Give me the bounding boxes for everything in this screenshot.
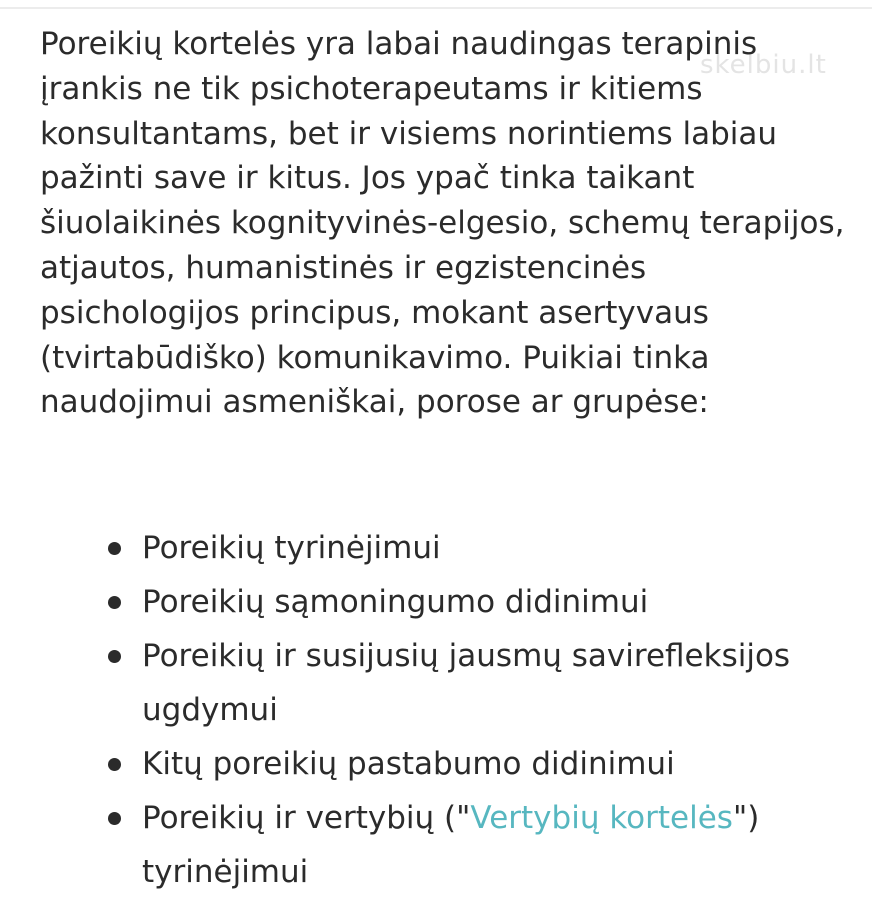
list-item-text: Poreikių ir susijusių jausmų savirefleksijos ugdymui (142, 638, 791, 728)
list-item (100, 791, 840, 899)
list-item-text: Poreikių tyrinėjimui (142, 530, 441, 566)
list-item (100, 629, 840, 737)
list-item-text-before-link: Poreikių ir vertybių (" (142, 800, 471, 836)
list-item (100, 521, 840, 575)
bullet-icon (108, 650, 121, 663)
vertybiu-korteles-link[interactable]: Vertybių kortelės (470, 800, 733, 836)
uses-list (100, 521, 840, 899)
watermark: skelbiu.lt (700, 50, 827, 80)
bullet-icon (108, 758, 121, 771)
list-item-text: Kitų poreikių pastabumo didinimui (142, 746, 675, 782)
list-item-text: Poreikių sąmoningumo didinimui (142, 584, 649, 620)
bullet-icon (108, 812, 121, 825)
top-divider (0, 7, 872, 9)
bullet-icon (108, 542, 121, 555)
list-item (100, 737, 840, 791)
bullet-icon (108, 596, 121, 609)
intro-paragraph: Poreikių kortelės yra labai naudingas terapinis įrankis ne tik psichoterapeutams ir kitiems konsultantams, bet ir visiems norintiems labiau pažinti save ir kitus. Jos ypač tinka taikant šiuolaikinės kognityvinės-elgesio, schemų terapijos, atjautos, humanistinės ir egzistencinės psichologijos principus, mokant asertyvaus (tvirtabūdiško) komunikavimo. Puikiai tinka naudojimui asmeniškai, porose ar grupėse: (40, 26, 845, 421)
list-item-text-after-link: ") tyrinėjimui (142, 800, 760, 890)
list-item (100, 575, 840, 629)
article-body (40, 22, 850, 425)
